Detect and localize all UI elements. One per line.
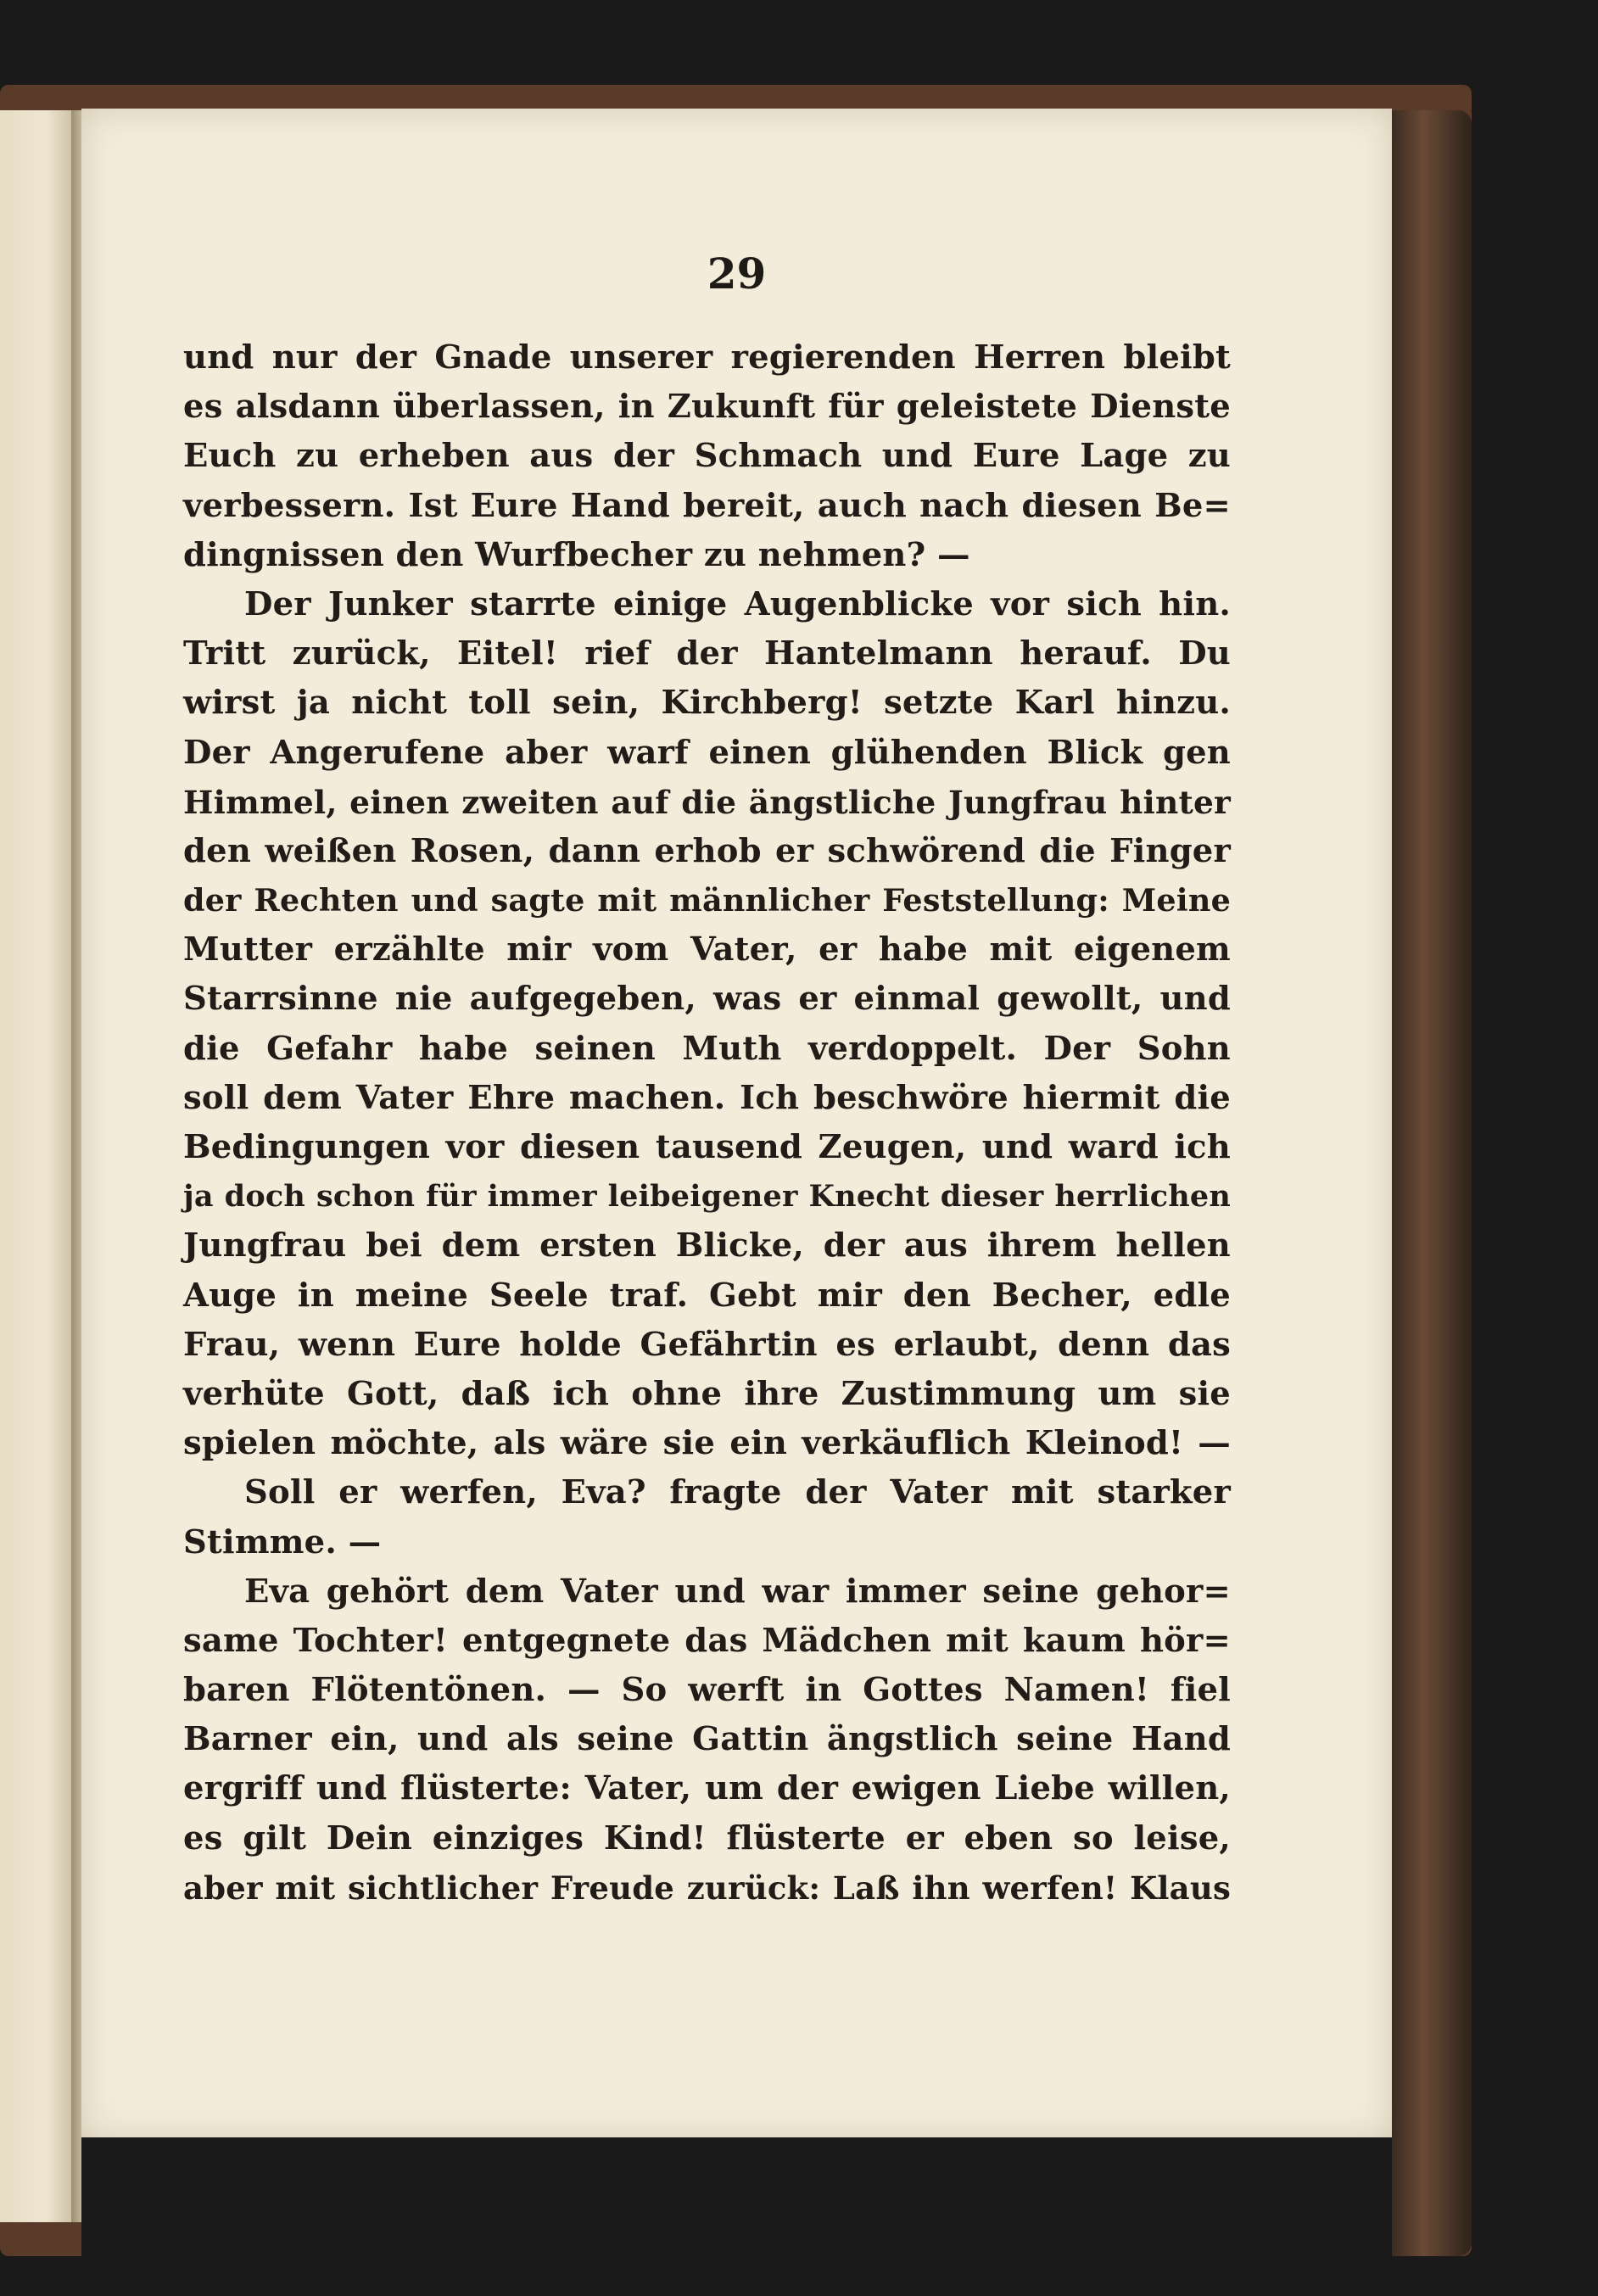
page-text-block [183, 333, 1231, 1913]
text-line: Frau, wenn Eure holde Gefährtin es erlaubt, denn das [183, 1325, 1231, 1364]
text-line: Eva gehört dem Vater und war immer seine gehor= [244, 1572, 1231, 1611]
text-line: dingnissen den Wurfbecher zu nehmen? — [183, 535, 970, 574]
page-number: 29 [707, 249, 767, 299]
text-line: Soll er werfen, Eva? fragte der Vater mit starker [244, 1473, 1231, 1512]
text-line: Himmel, einen zweiten auf die ängstliche Jungfrau hinter [183, 783, 1231, 821]
text-line: verbessern. Ist Eure Hand bereit, auch nach diesen Be= [183, 486, 1231, 525]
text-line: ergriff und flüsterte: Vater, um der ewigen Liebe willen, [183, 1769, 1231, 1808]
text-line: Barner ein, und als seine Gattin ängstlich seine Hand [183, 1720, 1231, 1759]
text-line: verhüte Gott, daß ich ohne ihre Zustimmung um sie [183, 1374, 1231, 1413]
text-line: ja doch schon für immer leibeigener Knecht dieser herrlichen [183, 1179, 1231, 1215]
text-line: Euch zu erheben aus der Schmach und Eure Lage zu [183, 437, 1231, 476]
text-line: aber mit sichtlicher Freude zurück: Laß ihn werfen! Klaus [183, 1869, 1231, 1907]
text-line: Starrsinne nie aufgegeben, was er einmal gewollt, und [183, 980, 1231, 1019]
text-line: Tritt zurück, Eitel! rief der Hantelmann herauf. Du [183, 634, 1231, 673]
text-line: und nur der Gnade unserer regierenden Herren bleibt [183, 338, 1231, 377]
text-line: Bedingungen vor diesen tausend Zeugen, und ward ich [183, 1128, 1231, 1166]
book-spine [1391, 110, 1472, 2256]
text-line: der Rechten und sagte mit männlicher Feststellung: Meine [183, 882, 1231, 919]
text-line: Jungfrau bei dem ersten Blicke, der aus ihrem hellen [183, 1226, 1231, 1265]
left-page-edge [0, 110, 76, 2222]
text-line: spielen möchte, als wäre sie ein verkäuflich Kleinod! — [183, 1424, 1231, 1463]
text-line: Der Angerufene aber warf einen glühenden Blick gen [183, 733, 1231, 772]
background-shadow [81, 2137, 1392, 2296]
text-line: Mutter erzählte mir vom Vater, er habe mit eigenem [183, 930, 1231, 969]
text-line: baren Flötentönen. — So werft in Gottes Namen! fiel [183, 1671, 1231, 1710]
text-line: Auge in meine Seele traf. Gebt mir den Becher, edle [183, 1276, 1231, 1315]
text-line: soll dem Vater Ehre machen. Ich beschwöre hiermit die [183, 1078, 1231, 1117]
text-line: same Tochter! entgegnete das Mädchen mit kaum hör= [183, 1621, 1231, 1660]
text-line: wirst ja nicht toll sein, Kirchberg! setzte Karl hinzu. [183, 684, 1231, 723]
text-line: es alsdann überlassen, in Zukunft für geleistete Dienste [183, 388, 1231, 427]
text-line: den weißen Rosen, dann erhob er schwörend die Finger [183, 831, 1231, 870]
text-line: Der Junker starrte einige Augenblicke vor sich hin. [244, 584, 1231, 623]
book-page [81, 109, 1392, 2140]
text-line: die Gefahr habe seinen Muth verdoppelt. Der Sohn [183, 1029, 1231, 1068]
text-line: es gilt Dein einziges Kind! flüsterte er eben so leise, [183, 1818, 1231, 1857]
text-line: Stimme. — [183, 1522, 382, 1561]
